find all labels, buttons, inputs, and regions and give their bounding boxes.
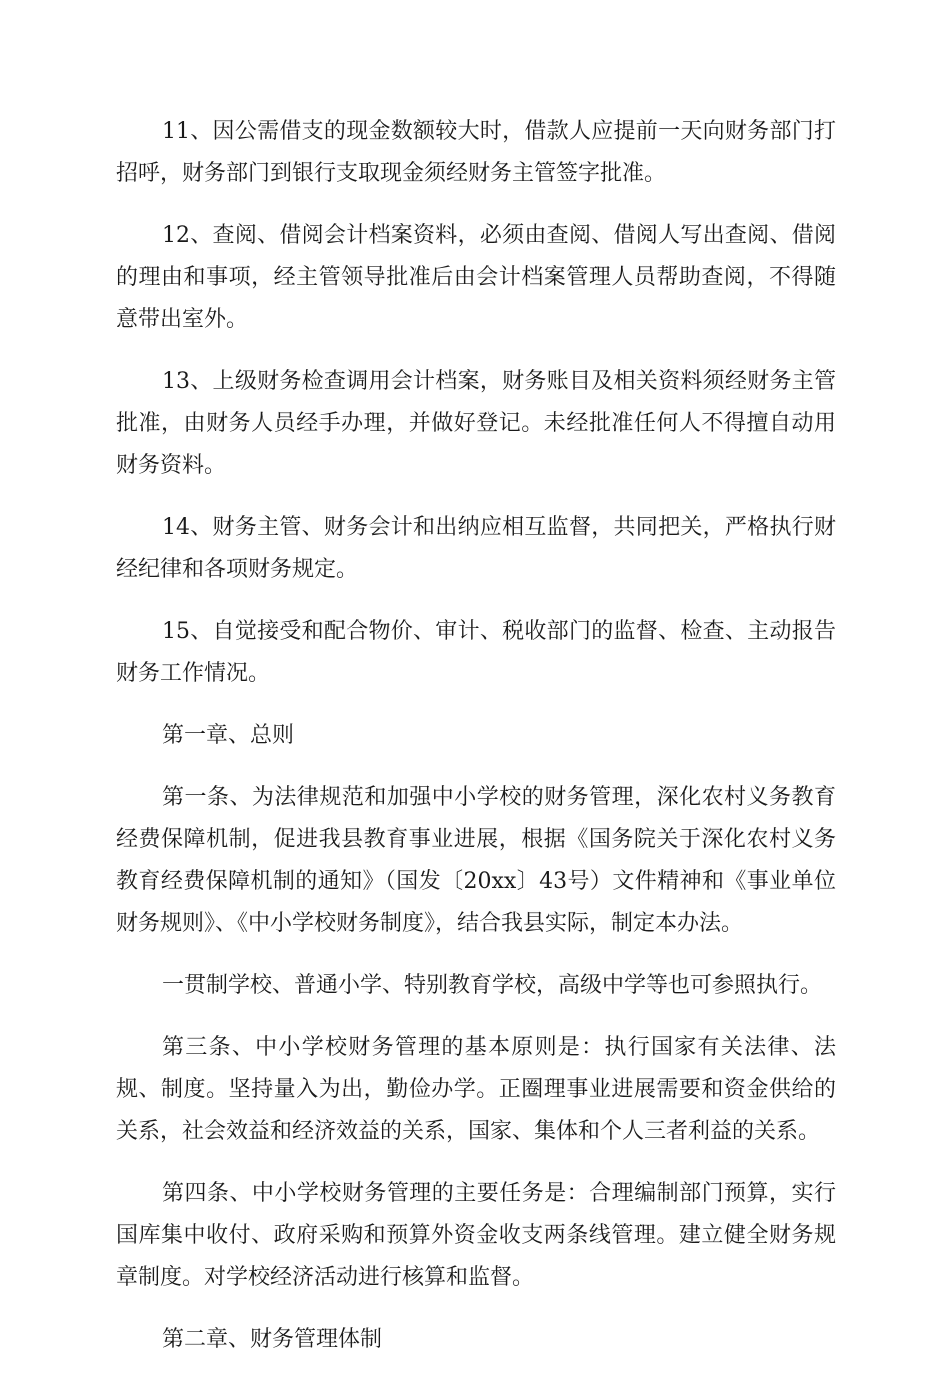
paragraph-item-14: 14、财务主管、财务会计和出纳应相互监督，共同把关，严格执行财经纪律和各项财务规定。	[116, 515, 836, 582]
chapter-heading-1: 第一章、总则	[162, 723, 295, 748]
paragraph-item-11: 11、因公需借支的现金数额较大时，借款人应提前一天向财务部门打招呼，财务部门到银行支取现金须经财务主管签字批准。	[116, 119, 836, 186]
paragraph-item-12: 12、查阅、借阅会计档案资料，必须由查阅、借阅人写出查阅、借阅的理由和事项，经主管领导批准后由会计档案管理人员帮助查阅，不得随意带出室外。	[116, 223, 836, 332]
paragraph-item-15: 15、自觉接受和配合物价、审计、税收部门的监督、检查、主动报告财务工作情况。	[116, 619, 836, 686]
article-4: 第四条、中小学校财务管理的主要任务是：合理编制部门预算，实行国库集中收付、政府采购和预算外资金收支两条线管理。建立健全财务规章制度。对学校经济活动进行核算和监督。	[116, 1181, 836, 1290]
article-1: 第一条、为法律规范和加强中小学校的财务管理，深化农村义务教育经费保障机制，促进我县教育事业进展，根据《国务院关于深化农村义务教育经费保障机制的通知》（国发〔20xx〕43号）文件精神和《事业单位财务规则》、《中小学校财务制度》，结合我县实际，制定本办法。	[116, 785, 836, 936]
article-3: 第三条、中小学校财务管理的基本原则是：执行国家有关法律、法规、制度。坚持量入为出，勤俭办学。正圈理事业进展需要和资金供给的关系，社会效益和经济效益的关系，国家、集体和个人三者利益的关系。	[116, 1035, 836, 1144]
paragraph-item-13: 13、上级财务检查调用会计档案，财务账目及相关资料须经财务主管批准，由财务人员经手办理，并做好登记。未经批准任何人不得擅自动用财务资料。	[116, 369, 836, 478]
document-body	[116, 111, 836, 1381]
article-scope-paragraph: 一贯制学校、普通小学、特别教育学校，高级中学等也可参照执行。	[162, 973, 823, 998]
chapter-heading-2: 第二章、财务管理体制	[162, 1327, 383, 1352]
